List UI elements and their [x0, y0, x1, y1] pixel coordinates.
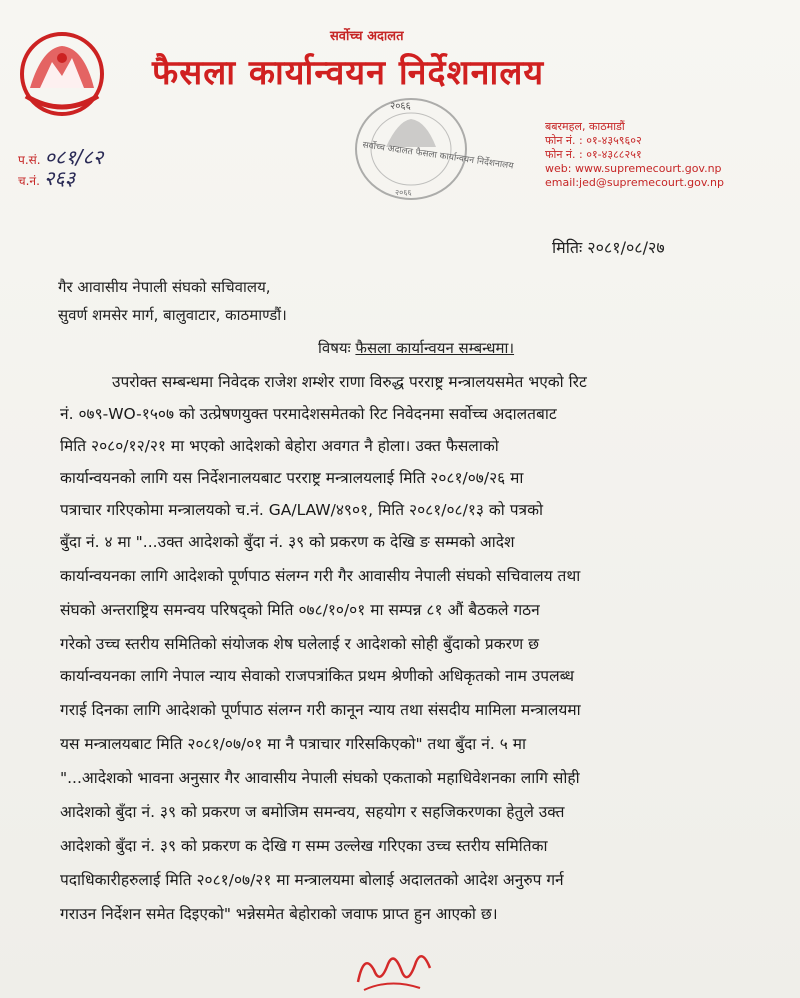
- body-line: कार्यान्वयनका लागि आदेशको पूर्णपाठ संलग्न गरी गैर आवासीय नेपाली संघको सचिवालय तथा: [60, 567, 581, 585]
- body-line: यस मन्त्रालयबाट मिति २०८१/०७/०१ मा नै पत्राचार गरिसकिएको" तथा बुँदा नं. ५ मा: [60, 735, 526, 753]
- body-line: कार्यान्वयनको लागि यस निर्देशनालयबाट परराष्ट्र मन्त्रालयलाई मिति २०८१/०७/२६ मा: [60, 469, 524, 487]
- cn-value: २६३: [43, 166, 76, 190]
- reference-block: [18, 145, 104, 190]
- ps-label: प.सं.: [18, 153, 41, 167]
- signature-icon: [350, 942, 440, 998]
- body-line: आदेशको बुँदा नं. ३९ को प्रकरण ज बमोजिम समन्वय, सहयोग र सहजिकरणका हेतुले उक्त: [60, 803, 565, 821]
- contact-phone-1: फोन नं. : ०१-४३५९६०२: [545, 134, 642, 147]
- body-line: "...आदेशको भावना अनुसार गैर आवासीय नेपाली संघको एकताको महाधिवेशनका लागि सोही: [60, 769, 580, 787]
- contact-email: email:jed@supremecourt.gov.np: [545, 176, 724, 189]
- subject-line: [318, 338, 514, 358]
- body-line: पदाधिकारीहरुलाई मिति २०८१/०७/२१ मा मन्त्रालयमा बोलाई अदालतको आदेश अनुरुप गर्न: [60, 871, 564, 889]
- body-line: गरेको उच्च स्तरीय समितिको संयोजक शेष घलेलाई र आदेशको सोही बुँदाको प्रकरण छ: [60, 635, 539, 653]
- body-line: नं. ०७९-WO-१५०७ को उत्प्रेषणयुक्त परमादेशसमेतको रिट निवेदनमा सर्वोच्च अदालतबाट: [60, 405, 557, 423]
- body-line: गराउन निर्देशन समेत दिइएको" भन्नेसमेत बेहोराको जवाफ प्राप्त हुन आएको छ।: [60, 905, 498, 923]
- body-line: मिति २०८०/१२/२१ मा भएको आदेशको बेहोरा अवगत नै होला। उक्त फैसलाको: [60, 437, 499, 455]
- body-line: कार्यान्वयनका लागि नेपाल न्याय सेवाको राजपत्रांकित प्रथम श्रेणीको अधिकृतको नाम उपलब्ध: [60, 667, 574, 685]
- body-line: बुँदा नं. ४ मा "...उक्त आदेशको बुँदा नं. ३९ को प्रकरण क देखि ङ सम्मको आदेश: [60, 533, 515, 551]
- cn-label: च.नं.: [18, 174, 40, 188]
- contact-web: web: www.supremecourt.gov.np: [545, 162, 722, 175]
- contact-block: [545, 120, 724, 190]
- office-name: फैसला कार्यान्वयन निर्देशनालय: [152, 53, 545, 93]
- seal-year-top: २०६६: [390, 101, 411, 112]
- seal-text: सर्वोच्च अदालत फैसला कार्यान्वयन निर्देशनालय: [361, 140, 514, 172]
- contact-address: बबरमहल, काठमाडौं: [545, 120, 625, 133]
- recipient-line-2: सुवर्ण शमसेर मार्ग, बालुवाटार, काठमाण्डौं।: [58, 306, 287, 324]
- recipient-line-1: गैर आवासीय नेपाली संघको सचिवालय,: [58, 278, 271, 296]
- contact-phone-2: फोन नं. : ०१-४३८८२५१: [545, 148, 642, 161]
- subject-text: फैसला कार्यान्वयन सम्बन्धमा।: [355, 339, 515, 357]
- body-line: पत्राचार गरिएकोमा मन्त्रालयको च.नं. GA/LAW/४९०१, मिति २०८१/०८/१३ को पत्रको: [60, 501, 543, 519]
- body-line: गराई दिनका लागि आदेशको पूर्णपाठ संलग्न गरी कानून न्याय तथा संसदीय मामिला मन्त्रालयमा: [60, 701, 581, 719]
- subject-label: विषयः: [318, 339, 351, 357]
- body-line: उपरोक्त सम्बन्धमा निवेदक राजेश शम्शेर राणा विरुद्ध परराष्ट्र मन्त्रालयसमेत भएको रिट: [112, 373, 587, 391]
- ps-value: ०८१/८२: [44, 145, 104, 169]
- body-line: आदेशको बुँदा नं. ३९ को प्रकरण क देखि ग सम्म उल्लेख गरिएका उच्च स्तरीय समितिका: [60, 837, 548, 855]
- nepal-emblem-icon: [12, 28, 112, 118]
- seal-year-bottom: २०६६: [395, 188, 412, 197]
- letter-date: मितिः २०८१/०८/२७: [552, 238, 665, 257]
- body-line: संघको अन्तराष्ट्रिय समन्वय परिषद्को मिति ०७८/१०/०१ मा सम्पन्न ८१ औं बैठकले गठन: [60, 601, 540, 619]
- court-name: सर्वोच्च अदालत: [330, 29, 404, 44]
